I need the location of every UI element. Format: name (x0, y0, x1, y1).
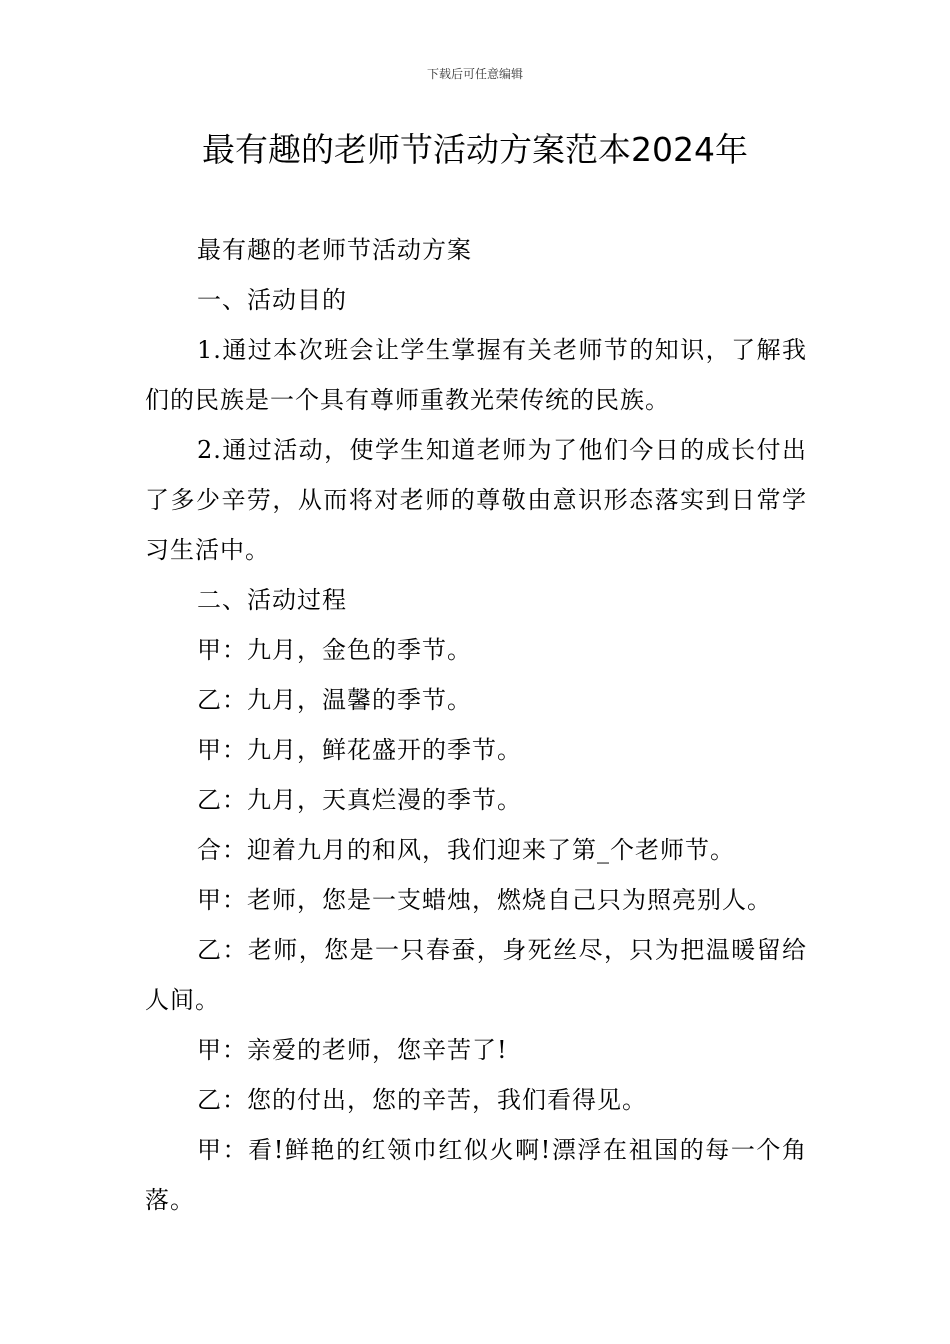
paragraph-purpose-1: 1.通过本次班会让学生掌握有关老师节的知识，了解我们的民族是一个具有尊师重教光荣传统的民族。 (145, 336, 807, 414)
paragraph-purpose-2: 2.通过活动，使学生知道老师为了他们今日的成长付出了多少辛劳，从而将对老师的尊敬由意识形态落实到日常学习生活中。 (145, 436, 807, 564)
dialogue-line: 甲：九月，鲜花盛开的季节。 (197, 736, 522, 764)
header-note: 下载后可任意编辑 (426, 67, 523, 81)
section-heading-purpose: 一、活动目的 (197, 286, 347, 314)
document-body (145, 225, 807, 1225)
dialogue-line: 甲：亲爱的老师，您辛苦了! (197, 1036, 508, 1064)
dialogue-line: 乙：您的付出，您的辛苦，我们看得见。 (197, 1086, 647, 1114)
dialogue-line: 甲：九月，金色的季节。 (197, 636, 472, 664)
section-heading-process: 二、活动过程 (197, 586, 347, 614)
dialogue-line: 合：迎着九月的和风，我们迎来了第_个老师节。 (197, 836, 735, 864)
dialogue-line: 乙：九月，天真烂漫的季节。 (197, 786, 522, 814)
dialogue-line: 甲：看!鲜艳的红领巾红似火啊!漂浮在祖国的每一个角落。 (145, 1136, 807, 1214)
document-title: 最有趣的老师节活动方案范本2024年 (202, 130, 748, 169)
dialogue-line: 乙：九月，温馨的季节。 (197, 686, 472, 714)
paragraph-subtitle: 最有趣的老师节活动方案 (197, 236, 472, 264)
dialogue-line: 甲：老师，您是一支蜡烛，燃烧自己只为照亮别人。 (197, 886, 772, 914)
dialogue-line: 乙：老师，您是一只春蚕，身死丝尽，只为把温暖留给人间。 (145, 936, 807, 1014)
